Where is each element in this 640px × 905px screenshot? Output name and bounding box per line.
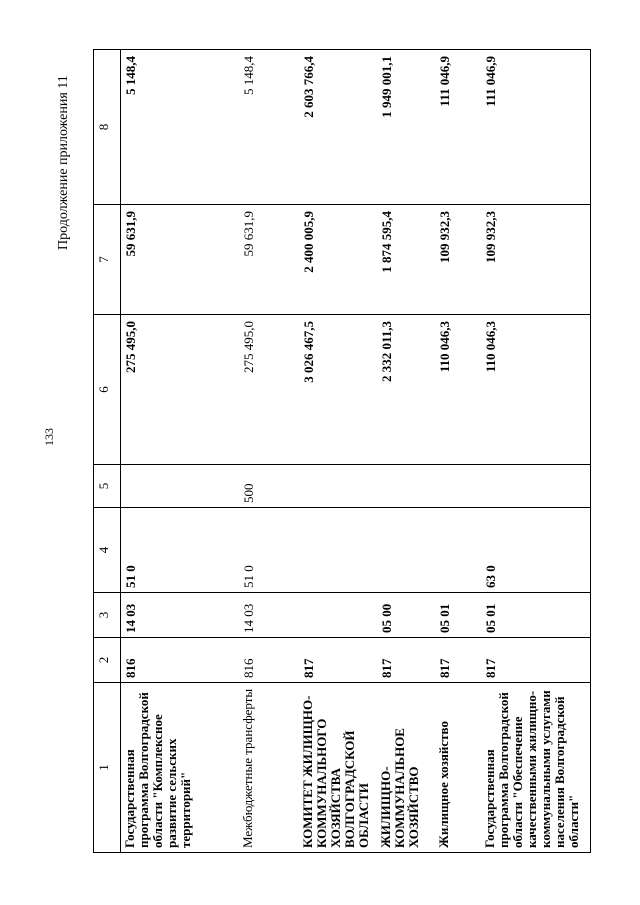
cell-section: 14 03 (239, 593, 299, 638)
table-row (435, 50, 481, 853)
cell-section: 05 00 (377, 593, 435, 638)
header-row (94, 50, 121, 853)
cell-expense-type (121, 465, 239, 508)
cell-target (377, 508, 435, 593)
cell-ministry: 816 (121, 638, 239, 683)
page-number: 133 (42, 428, 56, 446)
cell-target (299, 508, 377, 593)
cell-amount-2: 109 932,3 (435, 205, 481, 315)
column-header: 3 (94, 593, 121, 638)
cell-amount-1: 275 495,0 (239, 315, 299, 465)
cell-expense-type (481, 465, 591, 508)
cell-expense-type: 500 (239, 465, 299, 508)
cell-amount-2: 109 932,3 (481, 205, 591, 315)
cell-target (435, 508, 481, 593)
cell-expense-type (299, 465, 377, 508)
row-name: КОМИТЕТ ЖИЛИЩНО-КОММУНАЛЬНОГО ХОЗЯЙСТВА ВОЛГОГРАДСКОЙ ОБЛАСТИ (299, 683, 377, 853)
cell-amount-3: 5 148,4 (239, 50, 299, 205)
cell-amount-2: 59 631,9 (239, 205, 299, 315)
cell-ministry: 817 (299, 638, 377, 683)
cell-target: 51 0 (121, 508, 239, 593)
column-header: 7 (94, 205, 121, 315)
table-row (481, 50, 591, 853)
cell-amount-3: 111 046,9 (435, 50, 481, 205)
table-row (377, 50, 435, 853)
column-header: 8 (94, 50, 121, 205)
cell-section: 05 01 (481, 593, 591, 638)
cell-section: 14 03 (121, 593, 239, 638)
cell-amount-3: 1 949 001,1 (377, 50, 435, 205)
cell-ministry: 816 (239, 638, 299, 683)
cell-amount-3: 111 046,9 (481, 50, 591, 205)
row-name: ЖИЛИЩНО-КОММУНАЛЬНОЕ ХОЗЯЙСТВО (377, 683, 435, 853)
table-row (299, 50, 377, 853)
table-row (239, 50, 299, 853)
cell-ministry: 817 (481, 638, 591, 683)
continuation-header: Продолжение приложения 11 (56, 75, 71, 250)
budget-table-rotated (93, 50, 581, 853)
cell-target: 51 0 (239, 508, 299, 593)
cell-amount-3: 5 148,4 (121, 50, 239, 205)
cell-amount-1: 110 046,3 (435, 315, 481, 465)
cell-amount-1: 3 026 467,5 (299, 315, 377, 465)
cell-amount-1: 110 046,3 (481, 315, 591, 465)
column-header: 1 (94, 683, 121, 853)
column-header: 2 (94, 638, 121, 683)
budget-table (93, 49, 591, 853)
cell-section (299, 593, 377, 638)
cell-section: 05 01 (435, 593, 481, 638)
cell-target: 63 0 (481, 508, 591, 593)
row-name: Жилищное хозяйство (435, 683, 481, 853)
cell-amount-2: 2 400 005,9 (299, 205, 377, 315)
cell-amount-2: 1 874 595,4 (377, 205, 435, 315)
column-header: 6 (94, 315, 121, 465)
cell-amount-1: 275 495,0 (121, 315, 239, 465)
row-name: Государственная программа Волгоградской области "Комплексное развитие сельских территорий" (121, 683, 239, 853)
cell-expense-type (377, 465, 435, 508)
cell-expense-type (435, 465, 481, 508)
cell-amount-2: 59 631,9 (121, 205, 239, 315)
table-row (121, 50, 239, 853)
column-header: 5 (94, 465, 121, 508)
cell-amount-1: 2 332 011,3 (377, 315, 435, 465)
cell-ministry: 817 (377, 638, 435, 683)
row-name: Межбюджетные трансферты (239, 683, 299, 853)
cell-amount-3: 2 603 766,4 (299, 50, 377, 205)
cell-ministry: 817 (435, 638, 481, 683)
row-name: Государственная программа Волгоградской области "Обеспечение качественными жилищно-коммунальными услугами населения Волгоградской области" (481, 683, 591, 853)
column-header: 4 (94, 508, 121, 593)
